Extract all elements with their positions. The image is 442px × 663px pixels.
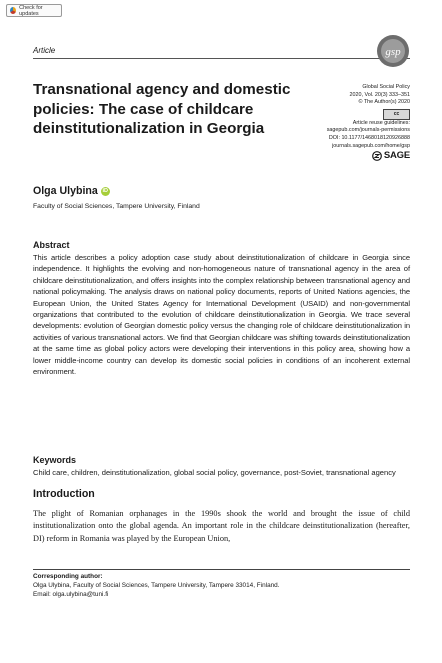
keywords-text: Child care, children, deinstitutionalization, global social policy, governance, post-Soviet, transnational agency — [33, 468, 396, 477]
journal-metadata — [300, 84, 410, 165]
article-title: Transnational agency and domestic policies: The case of childcare deinstitutionalization in Georgia — [33, 81, 291, 138]
check-for-updates-label: Check for updates — [19, 4, 43, 17]
update-icon — [10, 7, 16, 14]
publisher-logo — [372, 151, 410, 161]
reuse-guidelines-label: Article reuse guidelines: — [352, 119, 410, 126]
doi-link[interactable]: DOI: 10.1177/1468018120926888 — [328, 134, 410, 141]
journal-name: Global Social Policy — [362, 84, 410, 90]
orcid-icon[interactable]: iD — [102, 187, 109, 194]
header-rule — [33, 58, 410, 59]
author-line — [33, 185, 110, 197]
corresponding-author-note — [33, 569, 410, 599]
abstract-heading: Abstract — [33, 240, 70, 250]
introduction-heading: Introduction — [33, 488, 95, 500]
author-affiliation: Faculty of Social Sciences, Tampere University, Finland — [33, 203, 200, 210]
author-name: Olga Ulybina — [33, 185, 98, 197]
keywords-heading: Keywords — [33, 455, 77, 465]
journal-logo-text: gsp — [385, 46, 401, 58]
introduction-text: The plight of Romanian orphanages in the 1990s shook the world and brought the issue of child institutionalization onto the global agenda. An important role in the childcare deinstitutionalization (hereafter, DI) reform in Romania was played by the European Union, — [33, 509, 410, 543]
copyright-line: © The Author(s) 2020 — [358, 99, 410, 106]
corresponding-author-heading: Corresponding author: — [33, 573, 103, 580]
sage-icon — [372, 151, 382, 161]
reuse-guidelines-link[interactable]: sagepub.com/journals-permissions — [326, 127, 410, 134]
check-for-updates-badge[interactable] — [6, 4, 62, 17]
article-type-label: Article — [33, 46, 56, 55]
journal-home-link[interactable]: journals.sagepub.com/home/gsp — [332, 142, 410, 149]
publisher-name: SAGE — [383, 150, 410, 162]
corresponding-author-address: Olga Ulybina, Faculty of Social Sciences, Tampere University, Tampere 33014, Finland. — [33, 581, 280, 589]
journal-volume: 2020, Vol. 20(3) 333–351 — [349, 91, 410, 98]
journal-logo-icon — [376, 34, 410, 68]
abstract-text: This article describes a policy adoption case study about deinstitutionalization of childcare in Georgia since independence. It highlights the evolving and non-homogeneous nature of transnational agency in the area of childcare deinstitutionalization, and offers insights into the complex relationship between transnational agency and national policymaking. The analysis draws on national policy documents, reports of United Nations agencies, the European Union, the United States Agency for International Development (USAID) and non-governmental organizations that contributed to the evolution of childcare deinstitutionalization in Georgia. We trace several developments: evolution of Georgian domestic policy versus the changing role of childcare deinstitutionalization in activities of various transnational actors. We find that Georgian childcare was shifting towards deinstitutionalization at the same time as global policy actors were developing their interventions in this policy area, showing how a lower middle-income country can develop its domestic social policies in conditions of an incoherent external environment. — [33, 253, 410, 377]
corresponding-author-email[interactable]: Email: olga.ulybina@tuni.fi — [33, 590, 109, 598]
cc-license-icon[interactable]: cc — [383, 109, 410, 120]
